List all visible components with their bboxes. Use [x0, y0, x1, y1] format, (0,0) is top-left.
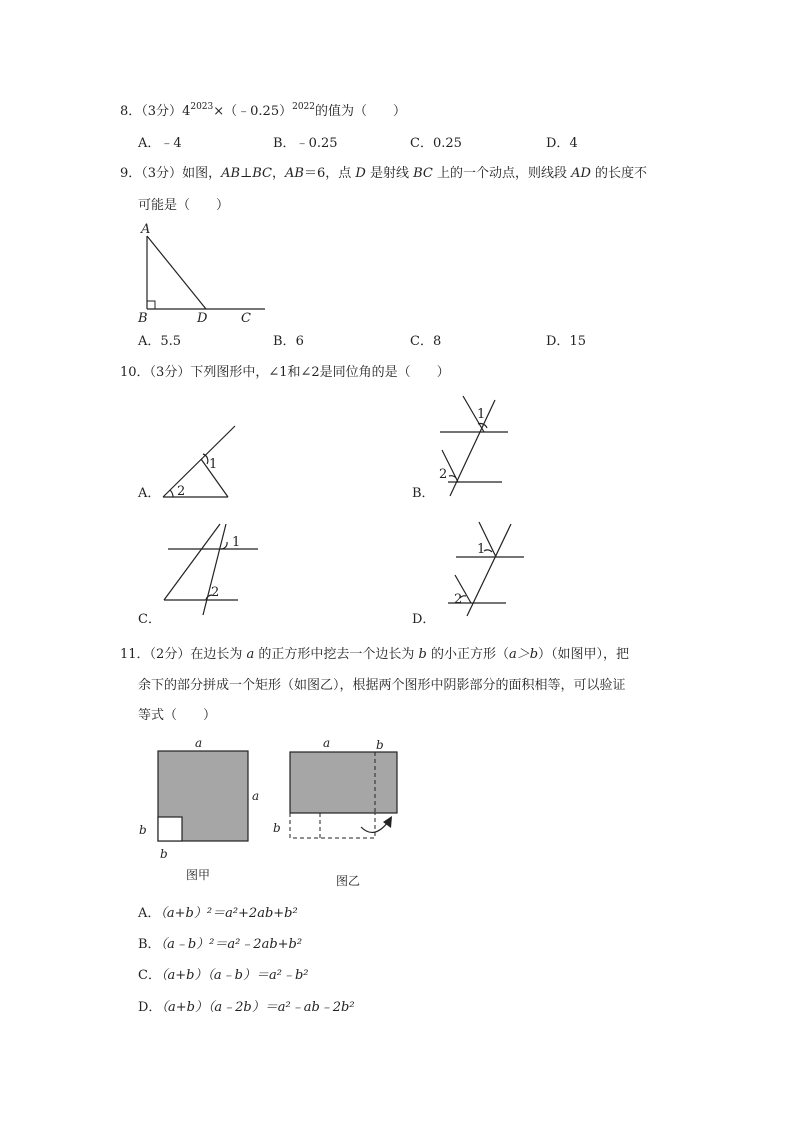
question-9-stem-line1: 9．（3分）如图，AB⊥BC，AB＝6，点 D 是射线 BC 上的一个动点，则线段 AD 的长度不: [120, 166, 648, 181]
option-b[interactable]: B．﹣0.25: [273, 136, 338, 151]
point-c-label: C: [241, 311, 251, 326]
option-d[interactable]: D．: [412, 612, 436, 627]
option-b[interactable]: B．: [412, 486, 435, 501]
jia-side-b-left: b: [139, 823, 147, 837]
option-b[interactable]: B．（a﹣b）²＝a²﹣2ab+b²: [138, 937, 303, 952]
yi-side-b-top: b: [376, 738, 384, 752]
yi-side-b-left: b: [273, 821, 281, 835]
figure-a-angle-1-label: 1: [209, 457, 218, 472]
option-a[interactable]: A．: [138, 486, 161, 501]
option-d[interactable]: D．4: [546, 136, 578, 151]
point-d-label: D: [197, 311, 208, 326]
option-b[interactable]: B．6: [273, 334, 304, 349]
question-9-stem-line2: 可能是（ ）: [138, 198, 230, 213]
figure-d-angle-1-label: 1: [477, 542, 486, 557]
option-d[interactable]: D．15: [546, 334, 586, 349]
question-11-stem-line3: 等式（ ）: [138, 708, 217, 723]
point-b-label: B: [138, 311, 148, 326]
figure-a-angle-2-label: 2: [177, 484, 186, 499]
figure-b-angle-1-label: 1: [477, 407, 486, 422]
question-11-stem-line1: 11．（2分）在边长为 a 的正方形中挖去一个边长为 b 的小正方形（a＞b）（如图甲），把: [120, 647, 630, 662]
point-a-label: A: [141, 222, 151, 237]
option-a[interactable]: A．5.5: [138, 334, 182, 349]
yi-side-a-top: a: [323, 736, 331, 750]
jia-side-a-top: a: [195, 736, 203, 750]
figure-yi: [290, 752, 397, 838]
figure-jia: [158, 751, 248, 841]
question-8-stem: 8．（3分）$4^{2023}\times(﹣0.25)^{2022}$的值为（ ）: [120, 102, 407, 119]
jia-side-b-bottom: b: [160, 847, 168, 861]
question-11-stem-line2: 余下的部分拼成一个矩形（如图乙），根据两个图形中阴影部分的面积相等，可以验证: [138, 678, 626, 693]
question-10-stem: 10．（3分）下列图形中，∠1和∠2是同位角的是（ ）: [120, 365, 450, 380]
figure-c-angle-1-label: 1: [232, 535, 241, 550]
option-c[interactable]: C．0.25: [410, 136, 462, 151]
option-a[interactable]: A．（a+b）²＝a²+2ab+b²: [138, 906, 298, 921]
figure-d-angle-2-label: 2: [454, 592, 463, 607]
figure-yi-caption: 图乙: [336, 874, 361, 888]
option-c[interactable]: C．: [138, 612, 161, 627]
option-a[interactable]: A．﹣4: [138, 136, 182, 151]
option-d[interactable]: D．（a+b）（a﹣2b）＝a²﹣ab﹣2b²: [138, 1000, 355, 1015]
jia-side-a-right: a: [252, 789, 260, 803]
figure-b-angle-2-label: 2: [439, 467, 448, 482]
option-c[interactable]: C．（a+b）（a﹣b）＝a²﹣b²: [138, 968, 309, 983]
figure-jia-caption: 图甲: [186, 868, 211, 882]
option-c[interactable]: C．8: [410, 334, 442, 349]
figure-c-angle-2-label: 2: [211, 585, 220, 600]
